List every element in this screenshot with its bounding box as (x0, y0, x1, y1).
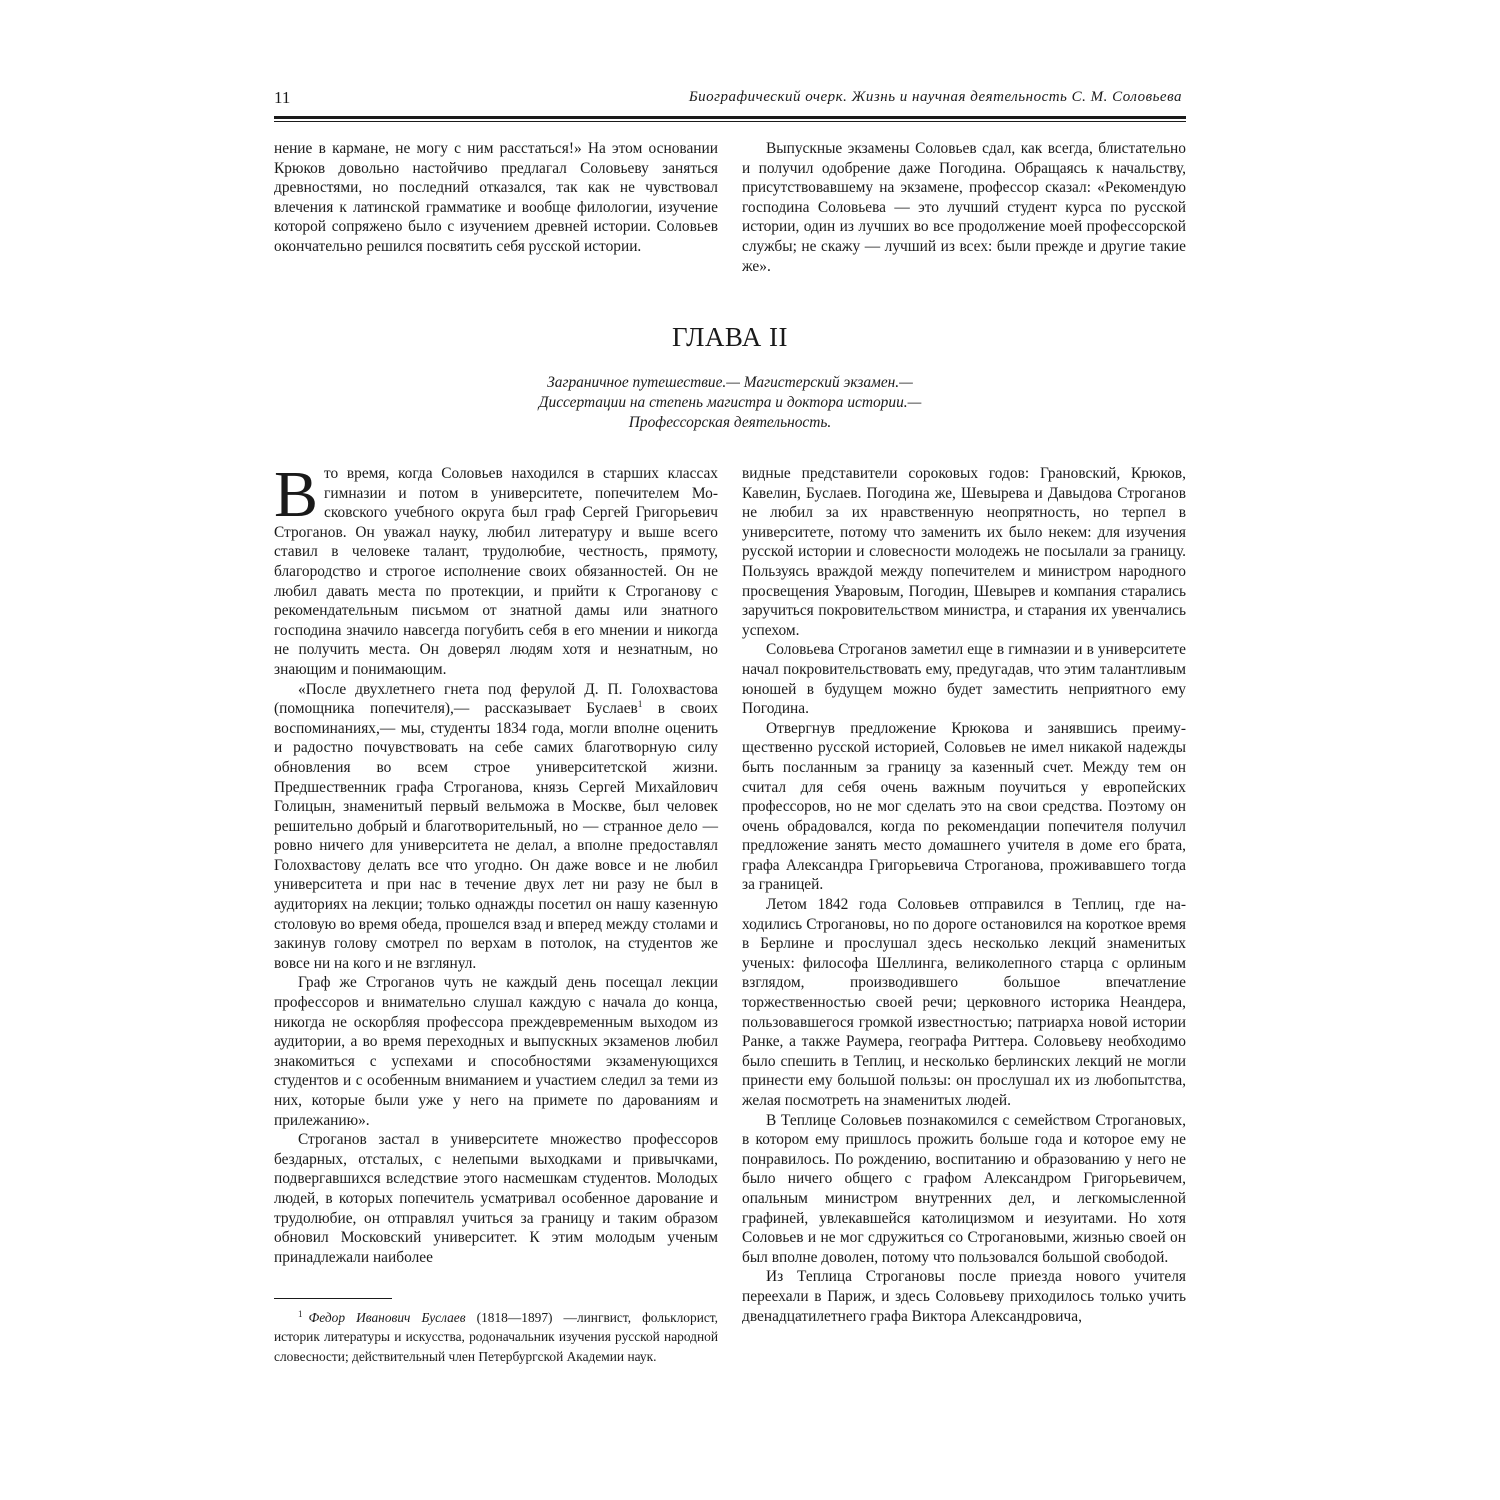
right-column (742, 464, 1186, 1326)
top-right-column (742, 139, 1186, 276)
header-rule-thin (274, 121, 1186, 122)
summary-line: Диссертации на степень магистра и доктора истории.— (538, 394, 922, 411)
paragraph: видные представители сороковых годов: Грановский, Крюков, Кавелин, Буслаев. Погодина же, Шевырева и Давыдова Строганов не любил за их нравственную неопрятность, но терпел в университете, потому что заменить их было некем: для изучения русской истории и словесности молодежь не посылали за границу. Пользуясь враждой между попечителем и министром народного просвещения Уваровым, Погодин, Шевырев и компания старались заручиться покровительством министра, и старания их увенчались успехом. (742, 465, 1186, 639)
footnote-rule (274, 1298, 392, 1299)
footnote (274, 1305, 718, 1366)
top-left-column (274, 139, 718, 257)
paragraph-text: то время, когда Соловьев находился в старших классах гимназии и потом в университете, попечителем Московского учебного округа был граф Сергей Григорьевич Строганов. Он уважал науку, любил литературу и выше всего ставил в человеке талант, трудолюбие, честность, прямоту, благородство и строгое исполнение своих обязанностей. Он не любил давать места по протекции, и прийти к Строганову с рекомендательным письмом от знатной дамы или знатного господина значило навсегда погубить себя в его мнении и никогда не получить места. Он доверял людям хотя и незнатным, но знающим и понимающим. (274, 465, 718, 678)
footnote-text: (1818—1897) —лингвист, фольклорист, историк литературы и искусства, родоначальник изучения русской народной словесности; действительный член Петербургской Академии наук. (274, 1310, 718, 1364)
footnote-mark: 1 (298, 1309, 303, 1319)
footnote-ref[interactable]: 1 (637, 699, 643, 710)
running-header (274, 86, 1186, 116)
paragraph (274, 680, 718, 974)
paragraph: нение в кармане, не могу с ним расстаться!» На этом основании Крюков довольно настойчиво предлагал Соловьеву заняться древностями, но последний отказался, так как не чувствовал влечения к латинской грамматике и вообще филологии, изучение которой сопряжено было с изучением древней истории. Соловьев окончательно решился посвятить себя русской истории. (274, 140, 718, 255)
paragraph-text: в своих воспоминаниях,— мы, студенты 1834 года, могли вполне оценить и радостно почувствовать на себе самих благотворную силу обновления во всем строе университетской жизни. Предшественник графа Строганова, князь Сергей Михайлович Голицын, знаменитый первый вельможа в Москве, был человек решительно добрый и благотворительный, но — странное дело — ровно ничего для университета не делал, а вполне предоставлял Голохвастову делать все что угодно. Он даже вовсе и не любил университета и при нас в течение двух лет ни разу не был в аудиториях на лекции; только однажды посетил он нашу казенную столовую во время обеда, прошелся взад и вперед между столами и закинув голову смотрел по верхам в потолок, на студентов же вовсе ни на кого и не взглянул. (274, 700, 719, 972)
drop-cap: В (274, 458, 319, 531)
chapter-summary (400, 373, 1060, 433)
paragraph: Граф же Строганов чуть не каждый день посещал лекции профессоров и внимательно слушал каждую с начала до конца, никогда не оскорбляя профессора преждевременным выходом из аудитории, а во время переходных и выпускных экзаменов любил знакомиться с успехами и способностями экзаменующихся студентов и с особенным вниманием и участием следил за теми из них, которые были уже у него на примете по дарованиям и прилежанию». (274, 974, 718, 1129)
summary-line: Заграничное путешествие.— Магистерский экзамен.— (547, 374, 913, 391)
paragraph-text: «После двухлетнего гнета под ферулой Д. П. Голохвастова (помощника попечителя),— рассказывает Буслаев (274, 680, 718, 718)
paragraph: Выпускные экзамены Соловьев сдал, как всегда, блистательно и получил одобрение даже Погодина. Обращаясь к начальству, присутствовавшему на экзамене, профессор сказал: «Рекомендую господина Соловьева — это лучший студент курса по русской истории, один из лучших во все продолжение моей профессорской службы; не скажу — лучший из всех: были прежде и другие такие же». (742, 140, 1186, 275)
summary-line: Профессорская деятельность. (628, 414, 832, 431)
paragraph: Соловьева Строганов заметил еще в гимназии и в университете начал покровительствовать ему, предугадав, что этим талантливым юношей в будущем можно будет заместить неприятного ему Погодина. (742, 641, 1186, 718)
paragraph: В Теплице Соловьев познакомился с семейством Строгановых, в котором ему пришлось прожить больше года и которое ему не понравилось. По рождению, воспитанию и образованию у него не было ничего общего с графом Александром Григорьевичем, опальным министром внутренних дел, и легкомысленной графиней, увлекавшейся католицизмом и иезуитами. Но хотя Соловьев и не мог сдружиться со Строгановыми, жизнью своей он был вполне доволен, потому что пользовался большой свободой. (742, 1111, 1186, 1266)
footnote-name: Федор Иванович Буслаев (308, 1310, 466, 1325)
page-number: 11 (274, 88, 291, 107)
running-title: Биографический очерк. Жизнь и научная деятельность С. М. Соловьева (688, 89, 1182, 105)
left-column (274, 458, 719, 1267)
chapter-title: ГЛАВА II (672, 322, 788, 352)
header-rule-thick (274, 116, 1186, 119)
paragraph: Отвергнув предложение Крюкова и занявшись преимущественно русской историей, Соловьев не имел никакой надежды быть посланным за границу за казенный счет. Между тем он считал для себя очень важным поучиться у европейских профессоров, но не мог сделать это на свои средства. Поэтому он очень обрадовался, когда по рекомендации попечителя получил предложение занять место домашнего учителя в доме его брата, графа Александра Григорьевича Строганова, проживавшего тогда за границей. (742, 719, 1186, 894)
paragraph: Летом 1842 года Соловьев отправился в Теплиц, где находились Строгановы, но по дороге остановился на короткое время в Берлине и прослушал здесь несколько лекций знаменитых ученых: философа Шеллинга, великолепного старца с орлиным взглядом, производившего большое впечатление торжественностью своей речи; церковного историка Неандера, пользовавшегося громкой известностью; патриарха новой истории Ранке, а также Раумера, географа Риттера. Соловьеву необходимо было спешить в Теплиц, и несколько берлинских лекций не могли принести ему большой пользы: он прослушал их из любопытства, желая посмотреть на знаменитых людей. (742, 896, 1186, 1109)
paragraph: Из Теплица Строгановы после приезда нового учителя переехали в Париж, и здесь Соловьеву приходилось только учить двенадцатилетнего графа Виктора Александровича, (742, 1268, 1186, 1325)
paragraph: Строганов застал в университете множество профессоров бездарных, отсталых, с нелепыми выходками и привычками, подвергавшихся вследствие этого насмешкам студентов. Молодых людей, в которых попечитель усматривал особенное дарование и трудолюбие, он отправлял учиться за границу и таким образом обновил Московский университет. К этим молодым ученым принадлежали наиболее (274, 1131, 718, 1266)
paragraph (274, 458, 718, 680)
